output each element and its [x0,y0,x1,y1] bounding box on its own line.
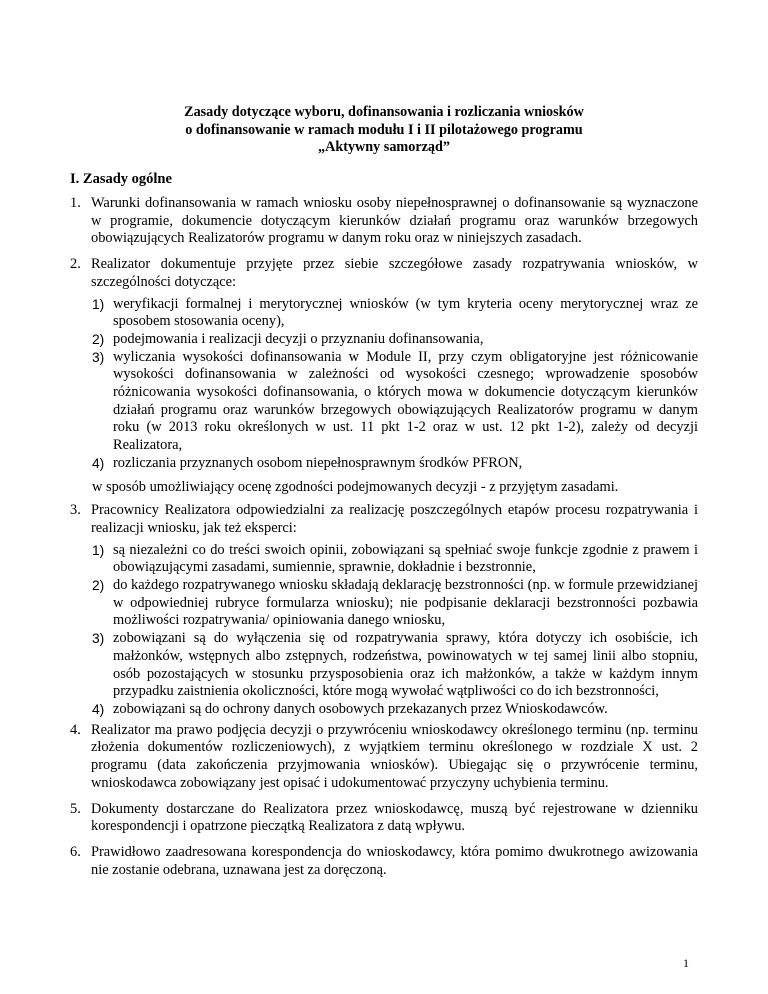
item-2-closing-text: w sposób umożliwiający ocenę zgodności podejmowanych decyzji - z przyjętym zasadami. [92,478,619,495]
item-text: Prawidłowo zaadresowana korespondencja do wnioskodawcy, która pomimo dwukrotnego awizowania nie zostanie odebrana, uznawana jest za doręczoną. [91,843,698,878]
item-number: 1. [70,195,81,211]
page-number: 1 [683,956,689,970]
item-number: 4. [70,721,81,738]
list-item-1 [70,195,698,248]
sublist-3 [70,542,698,719]
sub-item-number: 3) [92,631,105,647]
sub-item [70,455,698,473]
sub-item-text: zobowiązani są do ochrony danych osobowych przekazanych przez Wnioskodawców. [113,700,608,717]
sub-item-number: 1) [92,542,105,558]
list-item-2 [70,256,698,291]
sub-item-text: do każdego rozpatrywanego wniosku składają deklarację bezstronności (np. w formule przewidzianej w odpowiedniej rubryce formularza wniosku); nie podpisanie deklaracji bezstronności pozbawia możliwości rozpatrywania/ opiniowania danego wniosku, [113,577,698,629]
sub-item [70,701,698,719]
sub-item-number: 3) [92,349,105,365]
item-text: Dokumenty dostarczane do Realizatora przez wnioskodawcę, muszą być rejestrowane w dzienniku korespondencji i opatrzone pieczątką Realizatora z datą wpływu. [91,800,698,835]
item-text: Realizator ma prawo podjęcia decyzji o przywróceniu wnioskodawcy określonego terminu (np. terminu złożenia dokumentów rozliczeniowych), z wyjątkiem terminu określonego w rozdziale X ust. 2 programu (data zakończenia przyjmowania wniosków). Ubiegając się o przywrócenie terminu, wnioskodawca zobowiązany jest opisać i udokumentować przyczyny uchybienia terminu. [91,721,698,791]
list-item-5 [70,801,698,836]
document-body [70,195,698,879]
sub-item [70,577,698,630]
item-number: 2. [70,256,81,273]
item-number: 3. [70,502,81,519]
title-line-3: „Aktywny samorząd” [317,139,451,156]
sub-item-text: wyliczania wysokości dofinansowania w Module II, przy czym obligatoryjne jest różnicowanie wysokości dofinansowania w zależności od wysokości czesnego; wprowadzenie sposobów różnicowania wysokości dofinansowania, o których mowa w dokumencie dotyczącym kierunków działań programu oraz warunków brzegowych obowiązujących Realizatorów programu w danym roku (w 2013 roku określonych w ust. 11 pkt 1-2 oraz w ust. 12 pkt 1-2), zależy od decyzji Realizatora, [113,348,698,454]
list-item-6 [70,844,698,879]
list-item-4 [70,722,698,793]
sub-item-text: weryfikacji formalnej i merytorycznej wniosków (w tym kryteria oceny merytorycznej wraz ze sposobem stosowania oceny), [113,295,698,330]
item-text: Warunki dofinansowania w ramach wniosku osoby niepełnosprawnej o dofinansowanie są wyznaczone w programie, dokumencie dotyczącym kierunków działań programu oraz warunków brzegowych obowiązujących Realizatorów programu w danym roku oraz w niniejszych zasadach. [91,195,698,247]
title-line-1: Zasady dotyczące wyboru, dofinansowania i rozliczania wniosków [184,104,584,120]
item-number: 5. [70,800,81,817]
item-number: 6. [70,843,81,860]
sublist-2 [70,296,698,473]
sub-item [70,542,698,577]
sub-item [70,331,698,349]
sub-item-text: podejmowania i realizacji decyzji o przyznaniu dofinansowania, [113,330,484,347]
item-text: Realizator dokumentuje przyjęte przez siebie szczegółowe zasady rozpatrywania wniosków, w szczególności dotyczące: [91,256,698,290]
sub-item-number: 1) [92,296,105,312]
item-text: Pracownicy Realizatora odpowiedzialni za realizację poszczególnych etapów procesu rozpatrywania i realizacji wniosku, jak też eksperci: [91,502,698,536]
sub-item-number: 2) [92,331,105,347]
title-line-2: o dofinansowanie w ramach modułu I i II pilotażowego programu [185,121,583,138]
section-heading: I. Zasady ogólne [70,171,172,187]
sub-item-number: 4) [92,455,105,471]
sub-item-text: rozliczania przyznanych osobom niepełnosprawnym środków PFRON, [113,454,523,471]
document-title [90,104,678,157]
sub-item [70,296,698,331]
sub-item-number: 2) [92,578,105,594]
sub-item-number: 4) [92,701,105,717]
sub-item [70,349,698,455]
sub-item-text: zobowiązani są do wyłączenia się od rozpatrywania sprawy, która dotyczy ich osobiście, ich małżonków, wstępnych albo zstępnych, rodzeństwa, powinowatych w tej samej linii albo stopniu, osób pozostających w stosunku przysposobienia oraz ich małżonków, a także w każdym innym przypadku zaistnienia okoliczności, które mogą wywołać wątpliwości co do ich bezstronności, [113,630,698,700]
sub-item [70,630,698,701]
sub-item-text: są niezależni co do treści swoich opinii, zobowiązani są spełniać swoje funkcje zgodnie z prawem i obowiązującymi zasadami, sumiennie, sprawnie, dokładnie i bezstronnie, [113,541,698,576]
list-item-3 [70,502,698,537]
